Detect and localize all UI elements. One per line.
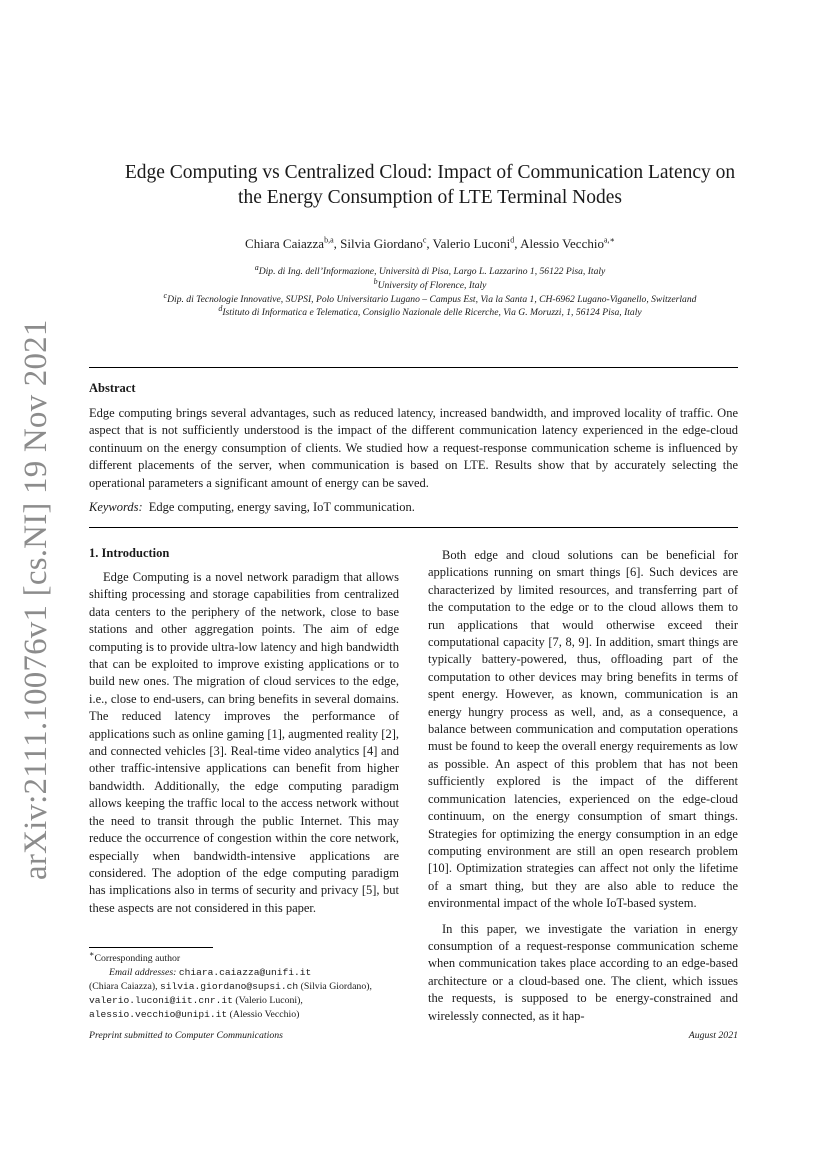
author-affil-mark: c [422, 235, 427, 245]
affiliation-text: Istituto di Informatica e Telematica, Consiglio Nazionale delle Ricerche, Via G. Moruzzi, 1, 56124 Pisa, Italy [222, 307, 642, 319]
affiliation-mark: d [218, 304, 223, 314]
affiliation-line [40, 306, 820, 320]
footnote-email-line [89, 966, 409, 980]
affiliation-text: Dip. di Ing. dell’Informazione, Università di Pisa, Largo L. Lazzarino 1, 56122 Pisa, Italy [258, 266, 606, 277]
affiliation-mark: b [373, 276, 378, 286]
affiliation-line [40, 276, 820, 293]
author-affil-mark: b,a [324, 235, 334, 245]
footnote-corresponding [89, 949, 409, 966]
paper-title [60, 160, 800, 210]
abstract-bottom-rule [89, 527, 738, 528]
affiliation-mark: a [254, 262, 259, 272]
footer-submission-note: Preprint submitted to Computer Communications [89, 1030, 283, 1041]
title-line-1: Edge Computing vs Centralized Cloud: Impact of Communication Latency on [124, 162, 736, 183]
section-heading-introduction: 1. Introduction [89, 546, 170, 560]
email-label: Email addresses: [109, 967, 177, 979]
abstract-heading: Abstract [89, 381, 136, 395]
affiliation-line [40, 290, 820, 307]
author-name: Chiara Caiazza [245, 236, 325, 251]
keywords-label: Keywords: [89, 500, 143, 514]
affiliation-line [40, 262, 820, 279]
author-list [60, 236, 800, 252]
author-separator: , [514, 236, 521, 251]
footnote-mark: ∗ [89, 949, 95, 959]
affiliations [40, 262, 820, 320]
email-owner: (Chiara Caiazza), [89, 981, 158, 993]
author-separator: , [333, 236, 341, 251]
author-affil-mark: a,∗ [603, 235, 615, 245]
affiliation-mark: c [163, 290, 168, 300]
author-affil-mark: d [510, 235, 515, 245]
arxiv-identifier: arXiv:2111.10076v1 [cs.NI] 19 Nov 2021 [18, 319, 54, 880]
author-name: Silvia Giordano [340, 236, 423, 251]
email-link[interactable]: chiara.caiazza@unifi.it [178, 967, 312, 979]
email-link[interactable]: alessio.vecchio@unipi.it [89, 1009, 228, 1021]
footnote [89, 949, 409, 1022]
author-name: Alessio Vecchio [520, 236, 604, 251]
author-name: Valerio Luconi [432, 236, 511, 251]
footnote-email-line [89, 1008, 409, 1022]
email-link[interactable]: valerio.luconi@iit.cnr.it [89, 995, 233, 1007]
footer-date: August 2021 [688, 1030, 738, 1041]
left-column [89, 569, 399, 917]
footnote-email-line [89, 994, 409, 1008]
right-column [428, 547, 738, 1025]
email-owner: (Silvia Giordano), [300, 981, 372, 993]
intro-paragraph: In this paper, we investigate the variation in energy consumption of a request-response communication scheme when communication takes place according to an edge-based architecture or a cloud-based one. The client, which issues the requests, is supposed to be energy-constrained and wirelessly connected, as it hap- [428, 921, 738, 1023]
footnote-rule [89, 947, 213, 948]
intro-paragraph: Both edge and cloud solutions can be beneficial for applications running on smart things [6]. Such devices are characterized by limited resources, and transferring part of the computation to the edge or to the cloud allows them to run applications that would otherwise exceed their computational capacity [7, 8, 9]. In addition, smart things are typically battery-powered, thus, offloading part of the computation to other devices may bring benefits in terms of spent energy. However, as known, communication is an energy hungry process as well, and, as a consequence, a balance between communication and computation operations must be found to keep the overall energy requirements as low as possible. An aspect of this problem that has not been sufficiently explored is the impact of the different communication latencies, experienced on the edge-cloud continuum, on the energy consumption of smart things. Strategies for optimizing the energy consumption in an edge computing environment are still an open research problem [10]. Optimization strategies can affect not only the lifetime of a smart thing, but they are also able to reduce the environmental impact of the whole IoT-based system. [428, 548, 738, 911]
abstract-text: Edge computing brings several advantages, such as reduced latency, increased bandwidth, and improved locality of traffic. One aspect that is not sufficiently understood is the impact of the different communication latency experienced in the edge-cloud continuum on the energy consumption of clients. We studied how a request-response communication scheme is influenced by different placements of the server, when communication is based on LTE. Results show that by accurately selecting the operational parameters a significant amount of energy can be saved. [89, 406, 738, 490]
title-line-2: the Energy Consumption of LTE Terminal Nodes [238, 187, 622, 208]
footnote-email-line [89, 980, 409, 994]
affiliation-text: Dip. di Tecnologie Innovative, SUPSI, Polo Universitario Lugano – Campus Est, Via la Santa 1, CH-6962 Lugano-Viganello, Switzerland [167, 293, 697, 305]
abstract-top-rule [89, 367, 738, 368]
intro-paragraph: Edge Computing is a novel network paradigm that allows shifting processing and storage capabilities from centralized data centers to the periphery of the network, close to base stations and other aggregation points. The aim of edge computing is to provide ultra-low latency and high bandwidth that can be exploited to improve existing applications or to build new ones. The migration of cloud services to the edge, i.e., close to end-users, can bring benefits in several domains. The reduced latency improves the performance of applications such as online gaming [1], augmented reality [2], and connected vehicles [3]. Real-time video analytics [4] and other traffic-intensive applications can benefit from higher bandwidth. Additionally, the edge computing paradigm allows keeping the traffic local to the access network without the need to transit through the public Internet. This may reduce the occurrence of congestion within the core network, especially when bandwidth-intensive applications are considered. The adoption of the edge computing paradigm has implications also in terms of security and privacy [5], but these aspects are not considered in this paper. [89, 570, 399, 915]
affiliation-text: University of Florence, Italy [377, 279, 487, 291]
email-owner: (Valerio Luconi), [235, 995, 303, 1007]
email-link[interactable]: silvia.giordano@supsi.ch [160, 981, 299, 993]
author-separator: , [426, 236, 433, 251]
email-owner: (Alessio Vecchio) [229, 1009, 300, 1021]
keywords-text: Edge computing, energy saving, IoT communication. [148, 500, 415, 514]
keywords [89, 500, 415, 515]
footnote-corresponding-text: Corresponding author [94, 953, 181, 964]
